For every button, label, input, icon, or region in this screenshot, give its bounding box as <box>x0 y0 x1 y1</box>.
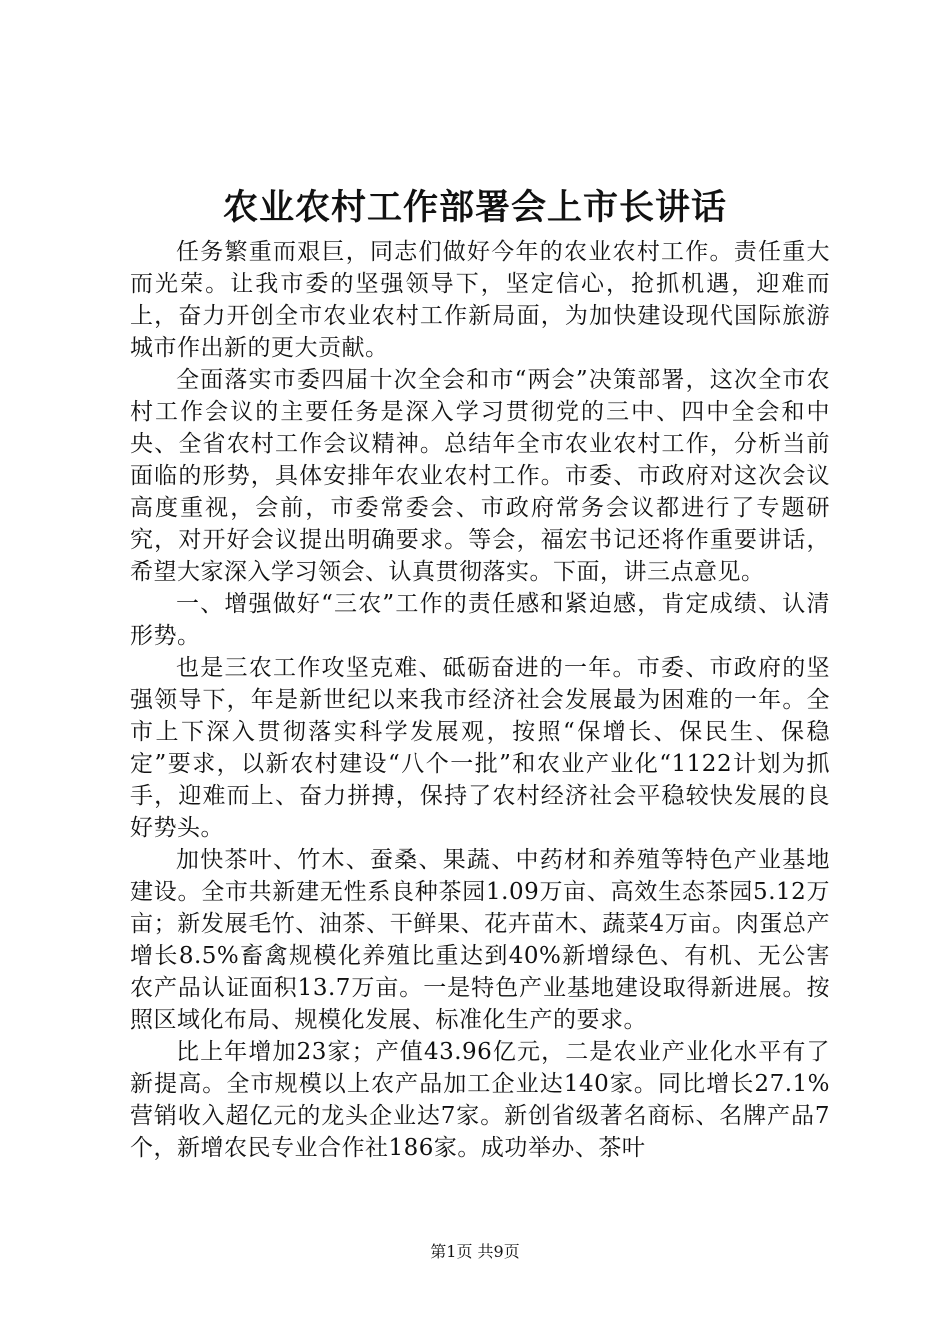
paragraph: 加快茶叶、竹木、蚕桑、果蔬、中药材和养殖等特色产业基地建设。全市共新建无性系良种茶园1.09万亩、高效生态茶园5.12万亩；新发展毛竹、油茶、干鲜果、花卉苗木、蔬菜4万亩。肉蛋总产增长8.5%畜禽规模化养殖比重达到40%新增绿色、有机、无公害农产品认证面积13.7万亩。一是特色产业基地建设取得新进展。按照区域化布局、规模化发展、标准化生产的要求。 <box>130 847 830 1033</box>
paragraph: 也是三农工作攻坚克难、砥砺奋进的一年。市委、市政府的坚强领导下，年是新世纪以来我市经济社会发展最为困难的一年。全市上下深入贯彻落实科学发展观，按照“保增长、保民生、保稳定”要求，以新农村建设“八个一批”和农业产业化“1122计划为抓手，迎难而上、奋力拼搏，保持了农村经济社会平稳较快发展的良好势头。 <box>130 655 830 841</box>
document-body <box>130 236 830 1164</box>
document-title: 农业农村工作部署会上市长讲话 <box>222 187 727 228</box>
section-heading: 一、增强做好“三农”工作的责任感和紧迫感，肯定成绩、认清形势。 <box>130 591 830 649</box>
paragraph: 全面落实市委四届十次全会和市“两会”决策部署，这次全市农村工作会议的主要任务是深入学习贯彻党的三中、四中全会和中央、全省农村工作会议精神。总结年全市农业农村工作，分析当前面临的形势，具体安排年农业农村工作。市委、市政府对这次会议高度重视，会前，市委常委会、市政府常务会议都进行了专题研究，对开好会议提出明确要求。等会，福宏书记还将作重要讲话，希望大家深入学习领会、认真贯彻落实。下面，讲三点意见。 <box>130 367 830 585</box>
paragraph: 任务繁重而艰巨，同志们做好今年的农业农村工作。责任重大而光荣。让我市委的坚强领导下，坚定信心，抢抓机遇，迎难而上，奋力开创全市农业农村工作新局面，为加快建设现代国际旅游城市作出新的更大贡献。 <box>130 239 830 361</box>
page-number-footer: 第1页 共9页 <box>430 1242 520 1261</box>
paragraph: 比上年增加23家；产值43.96亿元，二是农业产业化水平有了新提高。全市规模以上农产品加工企业达140家。同比增长27.1%营销收入超亿元的龙头企业达7家。新创省级著名商标、名牌产品7个，新增农民专业合作社186家。成功举办、茶叶 <box>130 1039 830 1161</box>
